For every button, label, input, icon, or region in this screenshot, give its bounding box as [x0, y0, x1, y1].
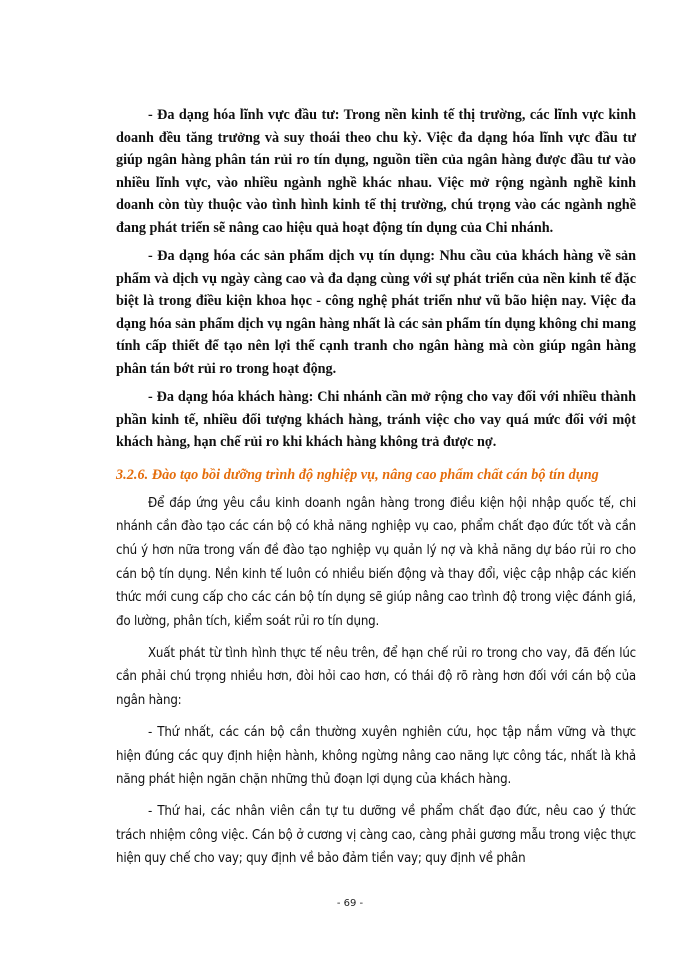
paragraph-investment-diversification: - Đa dạng hóa lĩnh vực đầu tư: Trong nền kinh tế thị trường, các lĩnh vực kinh doanh đều tăng trưởng và suy thoái theo chu kỳ. Việc đa dạng hóa lĩnh vực đầu tư giúp ngân hàng phân tán rủi ro tín dụng, nguồn tiền của ngân hàng được đầu tư vào nhiều lĩnh vực, vào nhiều ngành nghề khác nhau. Việc mở rộng ngành nghề kinh doanh còn tùy thuộc vào tình hình kinh tế thị trường, chú trọng vào các ngành nghề đang phát triển sẽ nâng cao hiệu quả hoạt động tín dụng của Chi nhánh.	[116, 107, 636, 236]
training-section	[116, 492, 636, 872]
page-number: - 69 -	[336, 898, 364, 909]
document-page	[116, 104, 636, 879]
section-heading: 3.2.6. Đào tạo bồi dưỡng trình độ nghiệp vụ, nâng cao phẩm chất cán bộ tín dụng	[116, 466, 599, 483]
paragraph-training-intro: Để đáp ứng yêu cầu kinh doanh ngân hàng trong điều kiện hội nhập quốc tế, chi nhánh cần đào tạo các cán bộ có khả năng nghiệp vụ cao, phẩm chất đạo đức tốt và cần chú ý hơn nữa trong vấn đề đào tạo nghiệp vụ quản lý nợ và khả năng dự báo rủi ro cho cán bộ tín dụng. Nền kinh tế luôn có nhiều biến động và thay đổi, việc cập nhập các kiến thức mới cung cấp cho các cán bộ tín dụng sẽ giúp nâng cao trình độ trong việc đánh giá, đo lường, phân tích, kiểm soát rủi ro tín dụng.	[116, 495, 636, 630]
paragraph-practical-basis: Xuất phát từ tình hình thực tế nêu trên, để hạn chế rủi ro trong cho vay, đã đến lúc cần phải chú trọng nhiều hơn, đòi hỏi cao hơn, có thái độ rõ ràng hơn đối với cán bộ của ngân hàng:	[116, 645, 636, 709]
paragraph-first-requirement: - Thứ nhất, các cán bộ cần thường xuyên nghiên cứu, học tập nắm vững và thực hiện đúng các quy định hiện hành, không ngừng nâng cao năng lực công tác, nhất là khả năng phát hiện ngăn chặn những thủ đoạn lợi dụng của khách hàng.	[116, 724, 636, 788]
diversification-section	[116, 104, 636, 454]
paragraph-customer-diversification: - Đa dạng hóa khách hàng: Chi nhánh cần mở rộng cho vay đối với nhiều thành phần kinh tế, nhiều đối tượng khách hàng, tránh việc cho vay quá mức đối với một khách hàng, hạn chế rủi ro khi khách hàng không trả được nợ.	[116, 389, 636, 450]
paragraph-product-diversification: - Đa dạng hóa các sản phẩm dịch vụ tín dụng: Nhu cầu của khách hàng về sản phẩm và dịch vụ ngày càng cao và đa dạng cùng với sự phát triển của nền kinh tế đặc biệt là trong điều kiện khoa học - công nghệ phát triển như vũ bão hiện nay. Việc đa dạng hóa sản phẩm dịch vụ ngân hàng nhất là các sản phẩm tín dụng không chỉ mang tính cấp thiết để tạo nên lợi thế cạnh tranh cho ngân hàng mà còn giúp ngân hàng phân tán bớt rủi ro trong hoạt động.	[116, 248, 636, 377]
paragraph-second-requirement: - Thứ hai, các nhân viên cần tự tu dưỡng về phẩm chất đạo đức, nêu cao ý thức trách nhiệm công việc. Cán bộ ở cương vị càng cao, càng phải gương mẫu trong việc thực hiện quy chế cho vay; quy định về bảo đảm tiền vay; quy định về phân	[116, 803, 636, 867]
